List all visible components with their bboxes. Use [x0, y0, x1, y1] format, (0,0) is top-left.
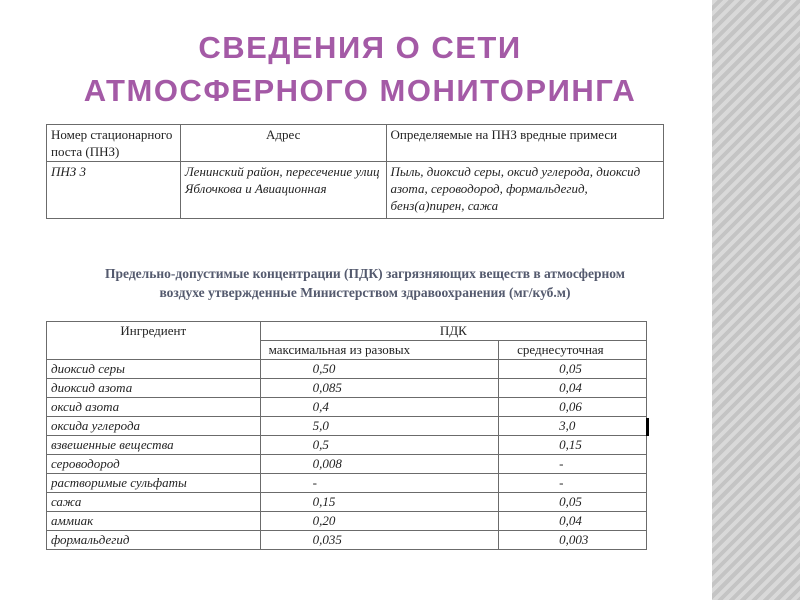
daily-average-value-cell: 0,003	[499, 531, 647, 550]
table-row	[47, 379, 647, 398]
max-single-value-cell: -	[260, 474, 499, 493]
header-address: Адрес	[180, 125, 386, 162]
daily-average-value-cell: 0,06	[499, 398, 647, 417]
pdk-caption-line-1: Предельно-допустимые концентрации (ПДК) загрязняющих веществ в атмосферном	[105, 266, 625, 281]
station-address-cell: Ленинский район, пересечение улиц Яблочкова и Авиационная	[180, 162, 386, 219]
table-row	[47, 512, 647, 531]
daily-average-value-cell: 0,05	[499, 493, 647, 512]
stations-table	[46, 124, 664, 219]
daily-average-value-cell: 0,15	[499, 436, 647, 455]
daily-average-value-cell: 0,04	[499, 379, 647, 398]
table-row	[47, 474, 647, 493]
max-single-value-cell: 0,035	[260, 531, 499, 550]
ingredient-name-cell: формальдегид	[47, 531, 261, 550]
ingredient-name-cell: сажа	[47, 493, 261, 512]
table-row	[47, 417, 647, 436]
max-single-value-cell: 0,008	[260, 455, 499, 474]
max-single-value-cell: 0,085	[260, 379, 499, 398]
ingredient-name-cell: оксид азота	[47, 398, 261, 417]
header-daily-average: среднесуточная	[499, 341, 647, 360]
ingredient-name-cell: диоксид азота	[47, 379, 261, 398]
header-station-number: Номер стационарного поста (ПНЗ)	[47, 125, 181, 162]
slide-title-line-1: СВЕДЕНИЯ О СЕТИ	[198, 30, 522, 65]
max-single-value-cell: 0,15	[260, 493, 499, 512]
max-single-value-cell: 0,5	[260, 436, 499, 455]
daily-average-value-cell: -	[499, 474, 647, 493]
ingredient-name-cell: сероводород	[47, 455, 261, 474]
pdk-table	[46, 321, 647, 550]
station-number-cell: ПНЗ 3	[47, 162, 181, 219]
pdk-table-body	[47, 360, 647, 550]
decorative-side-stripe	[712, 0, 800, 600]
header-pdk: ПДК	[260, 322, 646, 341]
ingredient-name-cell: диоксид серы	[47, 360, 261, 379]
pdk-caption-line-2: воздухе утвержденные Министерством здравоохранения (мг/куб.м)	[159, 285, 571, 300]
daily-average-value-cell: -	[499, 455, 647, 474]
max-single-value-cell: 0,4	[260, 398, 499, 417]
slide-title-line-2: АТМОСФЕРНОГО МОНИТОРИНГА	[83, 73, 637, 108]
header-ingredient: Ингредиент	[47, 322, 261, 360]
header-max-single: максимальная из разовых	[260, 341, 499, 360]
stations-header-row	[47, 125, 664, 162]
header-pollutants: Определяемые на ПНЗ вредные примеси	[386, 125, 663, 162]
table-row	[47, 162, 664, 219]
max-single-value-cell: 5,0	[260, 417, 499, 436]
station-pollutants-cell: Пыль, диоксид серы, оксид углерода, диоксид азота, сероводород, формальдегид, бенз(а)пирен, сажа	[386, 162, 663, 219]
max-single-value-cell: 0,50	[260, 360, 499, 379]
table-row	[47, 436, 647, 455]
table-row	[47, 455, 647, 474]
table-edge-mark	[646, 418, 649, 436]
daily-average-value-cell: 3,0	[499, 417, 647, 436]
ingredient-name-cell: растворимые сульфаты	[47, 474, 261, 493]
max-single-value-cell: 0,20	[260, 512, 499, 531]
table-row	[47, 398, 647, 417]
ingredient-name-cell: оксида углерода	[47, 417, 261, 436]
pdk-caption	[40, 264, 690, 302]
daily-average-value-cell: 0,04	[499, 512, 647, 531]
table-row	[47, 360, 647, 379]
daily-average-value-cell: 0,05	[499, 360, 647, 379]
table-row	[47, 493, 647, 512]
table-row	[47, 531, 647, 550]
pdk-header-row	[47, 322, 647, 341]
slide-title	[40, 26, 680, 112]
ingredient-name-cell: аммиак	[47, 512, 261, 531]
ingredient-name-cell: взвешенные вещества	[47, 436, 261, 455]
